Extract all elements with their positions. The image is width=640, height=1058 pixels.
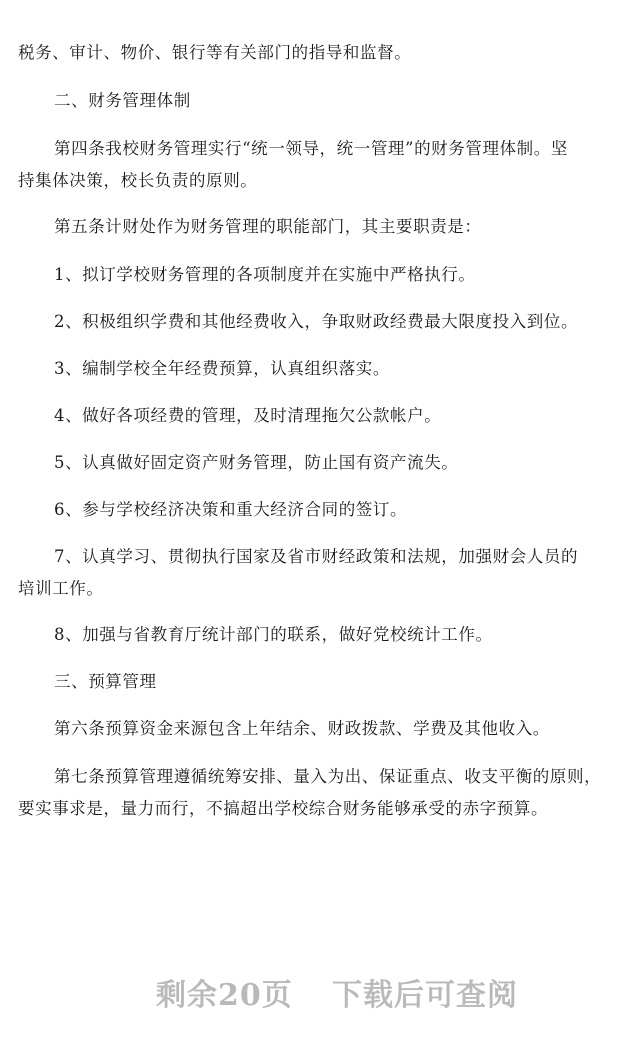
download-to-view-label: 下载后可查阅 (332, 978, 518, 1013)
section-heading: 二、财务管理体制 (54, 91, 191, 110)
list-item: 3、编制学校全年经费预算，认真组织落实。 (54, 359, 390, 378)
paragraph-line: 要实事求是，量力而行，不搞超出学校综合财务能够承受的赤字预算。 (18, 799, 549, 818)
list-item: 2、积极组织学费和其他经费收入，争取财政经费最大限度投入到位。 (54, 312, 579, 331)
paragraph-line: 第五条计财处作为财务管理的职能部门，其主要职责是： (54, 217, 482, 236)
paragraph-line: 税务、审计、物价、银行等有关部门的指导和监督。 (18, 43, 412, 62)
list-item: 5、认真做好固定资产财务管理，防止国有资产流失。 (54, 453, 459, 472)
paragraph-line: 第七条预算管理遵循统筹安排、量入为出、保证重点、收支平衡的原则， (54, 767, 602, 786)
list-item: 7、认真学习、贯彻执行国家及省市财经政策和法规，加强财会人员的 (54, 547, 579, 566)
remaining-pages-label: 剩余20页 (156, 978, 293, 1013)
list-item: 6、参与学校经济决策和重大经济合同的签订。 (54, 500, 408, 519)
paragraph-line: 第四条我校财务管理实行“统一领导，统一管理”的财务管理体制。坚 (54, 139, 568, 158)
paragraph-line: 第六条预算资金来源包含上年结余、财政拨款、学费及其他收入。 (54, 719, 550, 738)
list-item: 1、拟订学校财务管理的各项制度并在实施中严格执行。 (54, 265, 476, 284)
list-item-continuation: 培训工作。 (18, 579, 104, 598)
section-heading: 三、预算管理 (54, 672, 157, 691)
list-item: 8、加强与省教育厅统计部门的联系，做好党校统计工作。 (54, 625, 493, 644)
list-item: 4、做好各项经费的管理，及时清理拖欠公款帐户。 (54, 406, 442, 425)
download-prompt (0, 976, 640, 1020)
paragraph-line: 持集体决策，校长负责的原则。 (18, 171, 258, 190)
